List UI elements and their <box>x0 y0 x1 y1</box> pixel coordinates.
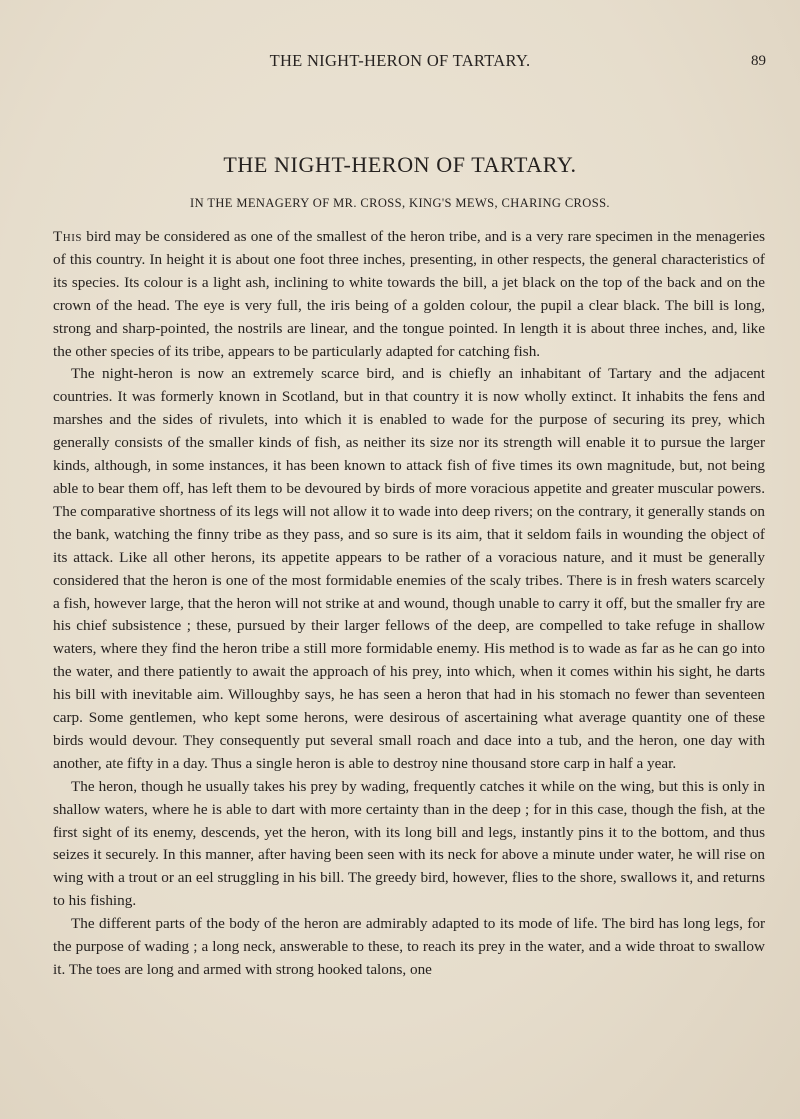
paragraph-1 <box>53 226 765 363</box>
paragraph-3: The heron, though he usually takes his prey by wading, frequently catches it while on the wing, but this is only in shallow waters, where he is able to dart with more certainty than in the deep ; for in this case, though the fish, at the first sight of its enemy, descends, yet the heron, with its long bill and legs, instantly pins it to the bottom, and thus seizes it securely. In this manner, after having been seen with its neck for above a minute under water, he will rise on wing with a trout or an eel struggling in his bill. The greedy bird, however, flies to the shore, swallows it, and returns to his fishing. <box>53 777 765 910</box>
article-subtitle: IN THE MENAGERY OF MR. CROSS, KING'S MEWS, CHARING CROSS. <box>190 196 610 210</box>
article-title: THE NIGHT-HERON OF TARTARY. <box>223 152 577 177</box>
drop-word: This <box>53 228 83 245</box>
article-body <box>53 226 765 982</box>
running-title: THE NIGHT-HERON OF TARTARY. <box>269 51 531 70</box>
paragraph-2: The night-heron is now an extremely scarce bird, and is chiefly an inhabitant of Tartary and the adjacent countries. It was formerly known in Scotland, but in that country it is now wholly extinct. It inhabits the fens and marshes and the sides of rivulets, into which it is enabled to wade for the purpose of securing its prey, which generally consists of the smaller kinds of fish, as neither its size nor its strength will enable it to pursue the larger kinds, although, in some instances, it has been known to attack fish of five times its own magnitude, but, not being able to bear them off, has left them to be devoured by birds of more voracious appetite and greater muscular powers. The comparative shortness of its legs will not allow it to wade into deep rivers; on the contrary, it generally stands on the bank, watching the finny tribe as they pass, and so sure is its aim, that it seldom fails in wounding the object of its attack. Like all other herons, its appetite appears to be rather of a voracious nature, and it must be generally considered that the heron is one of the most formidable enemies of the scaly tribes. There is in fresh waters scarcely a fish, however large, that the heron will not strike at and wound, though unable to carry it off, but the smaller fry are his chief subsistence ; these, pursued by their larger fellows of the deep, are compelled to take refuge in shallow waters, where they find the heron tribe a still more formidable enemy. His method is to wade as far as he can go into the water, and there patiently to await the approach of his prey, into which, when it comes within his sight, he darts his bill with inevitable aim. Willoughby says, he has seen a heron that had in his stomach no fewer than seventeen carp. Some gentlemen, who kept some herons, were desirous of ascertaining what average quantity one of these birds would devour. They consequently put several small roach and dace into a tub, and the heron, one day with another, ate fifty in a day. Thus a single heron is able to destroy nine thousand store carp in half a year. <box>53 365 765 772</box>
page-number: 89 <box>751 53 766 69</box>
paragraph-4: The different parts of the body of the heron are admirably adapted to its mode of life. The bird has long legs, for the purpose of wading ; a long neck, answerable to these, to reach its prey in the water, and a wide throat to swallow it. The toes are long and armed with strong hooked talons, one <box>53 915 765 978</box>
running-head <box>0 51 800 75</box>
paragraph-1-text: bird may be considered as one of the smallest of the heron tribe, and is a very rare specimen in the menageries of this country. In height it is about one foot three inches, presenting, in other respects, the general characteristics of its species. Its colour is a light ash, inclining to white towards the bill, a jet black on the top of the back and on the crown of the head. The eye is very full, the iris being of a golden colour, the pupil a clear black. The bill is long, strong and sharp-pointed, the nostrils are linear, and the tongue pointed. In length it is about three inches, and, like the other species of its tribe, appears to be particularly adapted for catching fish. <box>53 228 765 360</box>
